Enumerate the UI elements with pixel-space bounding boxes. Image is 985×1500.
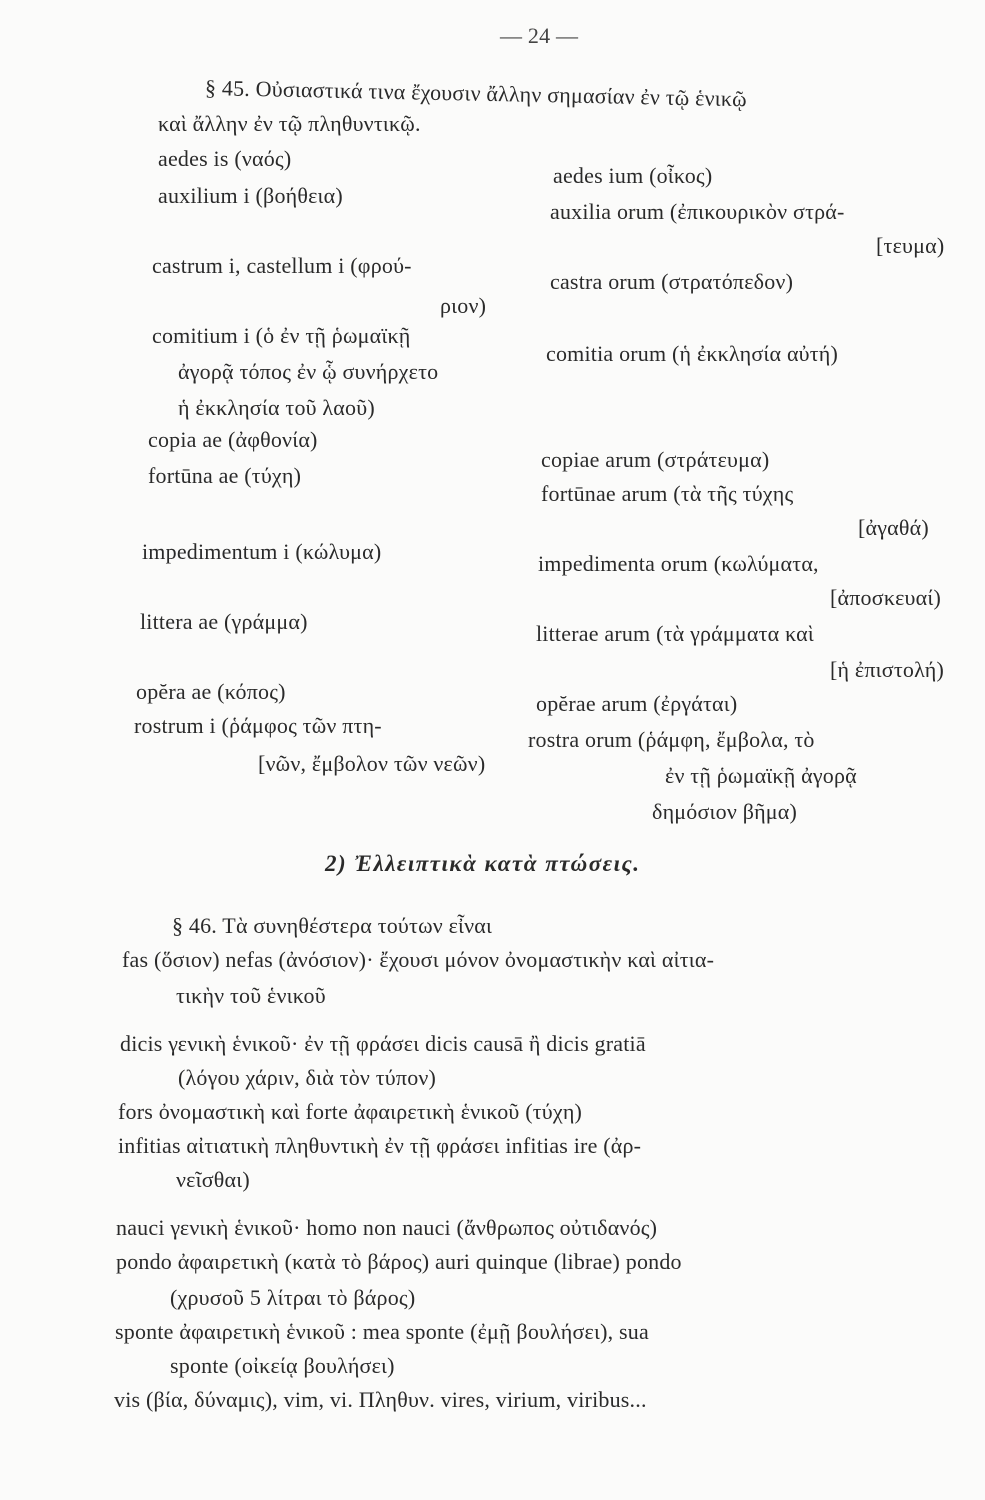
plural-entry: auxilia orum (ἐπικουρικὸν στρά- — [550, 199, 845, 224]
plural-entry-continuation: [ἀγαθά) — [858, 515, 929, 540]
section-46-line: sponte ἀφαιρετικὴ ἑνικοῦ : mea sponte (ἐμῇ βουλήσει), sua — [115, 1319, 649, 1344]
section-45-intro-line: καὶ ἄλλην ἐν τῷ πληθυντικῷ. — [158, 111, 421, 136]
section-46-line: sponte (οἰκείᾳ βουλήσει) — [170, 1353, 395, 1378]
plural-entry: comitia orum (ἡ ἐκκλησία αὐτή) — [546, 341, 839, 366]
plural-entry: castra orum (στρατόπεδον) — [550, 269, 794, 294]
section-46-line: vis (βία, δύναμις), vim, vi. Πληθυν. vires, virium, viribus... — [114, 1387, 647, 1412]
singular-entry: castrum i, castellum i (φρού- — [152, 253, 412, 278]
section-46-line: fas (ὅσιον) nefas (ἀνόσιον)· ἔχουσι μόνον ὀνομαστικὴν καὶ αἰτια- — [122, 947, 715, 972]
plural-entry-continuation: δημόσιον βῆμα) — [652, 799, 798, 824]
section-46-line: τικὴν τοῦ ἑνικοῦ — [176, 983, 326, 1008]
section-46-line: (λόγου χάριν, διὰ τὸν τύπον) — [178, 1065, 437, 1090]
plural-entry: rostra orum (ῥάμφη, ἔμβολα, τὸ — [528, 727, 815, 752]
section-46-line: pondo ἀφαιρετικὴ (κατὰ τὸ βάρος) auri quinque (librae) pondo — [116, 1249, 682, 1274]
singular-entry: auxilium i (βοήθεια) — [158, 183, 343, 208]
singular-entry-continuation: ἀγορᾷ τόπος ἐν ᾧ συνήρχετο — [178, 359, 439, 384]
section-46-line: nauci γενικὴ ἑνικοῦ· homo non nauci (ἄνθρωπος οὐτιδανός) — [116, 1215, 658, 1240]
plural-entry-continuation: ἐν τῇ ῥωμαϊκῇ ἀγορᾷ — [665, 763, 857, 788]
singular-entry-continuation: [νῶν, ἔμβολον τῶν νεῶν) — [258, 751, 486, 776]
plural-entry: opĕrae arum (ἐργάται) — [536, 691, 738, 716]
section-46-line: fors ὀνομαστικὴ καὶ forte ἀφαιρετικὴ ἑνικοῦ (τύχη) — [118, 1099, 583, 1124]
section-46-line: § 46. Τὰ συνηθέστερα τούτων εἶναι — [172, 913, 493, 938]
singular-entry-continuation: ριον) — [440, 293, 487, 318]
section-heading: 2) Ἐλλειπτικὰ κατὰ πτώσεις. — [325, 851, 641, 876]
section-46-line: (χρυσοῦ 5 λίτραι τὸ βάρος) — [170, 1285, 416, 1310]
section-45-intro-line: § 45. Οὐσιαστικά τινα ἔχουσιν ἄλλην σημασίαν ἐν τῷ ἑνικῷ — [204, 75, 748, 112]
plural-entry-continuation: [ἡ ἐπιστολή) — [830, 657, 945, 682]
plural-entry: copiae arum (στράτευμα) — [541, 447, 770, 472]
singular-entry: aedes is (ναός) — [158, 146, 292, 171]
section-46-line: νεῖσθαι) — [176, 1167, 250, 1192]
section-46-line: infitias αἰτιατικὴ πληθυντικὴ ἐν τῇ φράσει infitias ire (ἀρ- — [118, 1133, 642, 1158]
plural-entry: impedimenta orum (κωλύματα, — [538, 551, 819, 576]
plural-entry: aedes ium (οἶκος) — [553, 163, 713, 188]
plural-entry-continuation: [τευμα) — [876, 233, 945, 258]
singular-entry-continuation: ἡ ἐκκλησία τοῦ λαοῦ) — [178, 395, 375, 420]
section-46-line: dicis γενικὴ ἑνικοῦ· ἐν τῇ φράσει dicis causā ἢ dicis gratiā — [120, 1031, 646, 1056]
plural-entry-continuation: [ἀποσκευαί) — [830, 585, 942, 610]
singular-entry: impedimentum i (κώλυμα) — [142, 539, 382, 564]
singular-entry: fortūna ae (τύχη) — [148, 463, 302, 488]
singular-entry: copia ae (ἀφθονία) — [148, 427, 318, 452]
singular-entry: littera ae (γράμμα) — [140, 609, 308, 634]
singular-entry: comitium i (ὁ ἐν τῇ ῥωμαϊκῇ — [152, 323, 411, 348]
plural-entry: litterae arum (τὰ γράμματα καὶ — [536, 621, 815, 646]
singular-entry: opĕra ae (κόπος) — [136, 679, 286, 704]
page-number: — 24 — — [500, 23, 579, 48]
plural-entry: fortūnae arum (τὰ τῆς τύχης — [541, 481, 794, 506]
singular-entry: rostrum i (ῥάμφος τῶν πτη- — [134, 713, 382, 738]
